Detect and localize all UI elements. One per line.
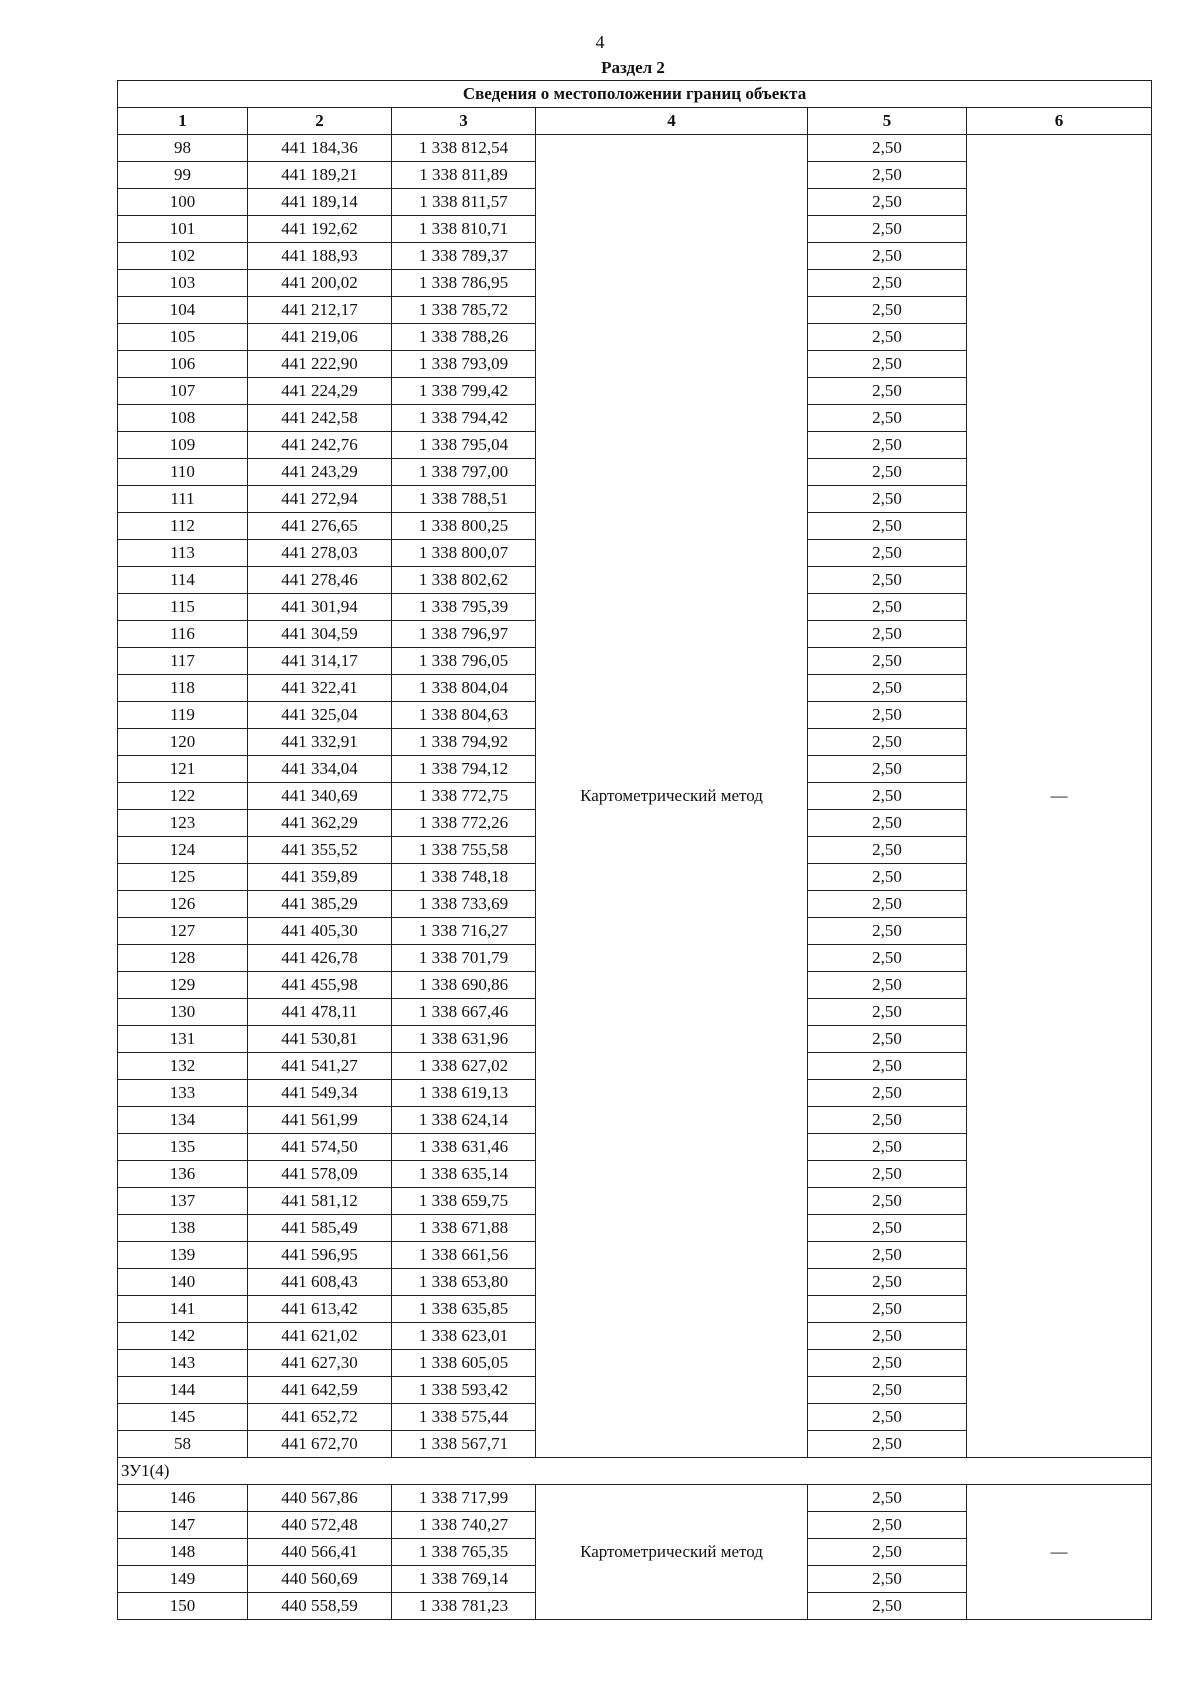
point-number-cell: 120 — [118, 729, 248, 756]
point-number-cell: 129 — [118, 972, 248, 999]
y-coordinate-cell: 1 338 788,51 — [392, 486, 536, 513]
y-coordinate-cell: 1 338 802,62 — [392, 567, 536, 594]
page-number: 4 — [595, 32, 605, 52]
x-coordinate-cell: 440 560,69 — [248, 1566, 392, 1593]
accuracy-cell: 2,50 — [808, 918, 967, 945]
accuracy-cell: 2,50 — [808, 648, 967, 675]
accuracy-cell: 2,50 — [808, 297, 967, 324]
x-coordinate-cell: 441 530,81 — [248, 1026, 392, 1053]
point-number-cell: 58 — [118, 1431, 248, 1458]
accuracy-cell: 2,50 — [808, 675, 967, 702]
accuracy-cell: 2,50 — [808, 729, 967, 756]
y-coordinate-cell: 1 338 812,54 — [392, 135, 536, 162]
y-coordinate-cell: 1 338 804,04 — [392, 675, 536, 702]
x-coordinate-cell: 441 278,46 — [248, 567, 392, 594]
point-number-cell: 142 — [118, 1323, 248, 1350]
point-number-cell: 139 — [118, 1242, 248, 1269]
point-number-cell: 104 — [118, 297, 248, 324]
x-coordinate-cell: 441 242,76 — [248, 432, 392, 459]
y-coordinate-cell: 1 338 716,27 — [392, 918, 536, 945]
accuracy-cell: 2,50 — [808, 864, 967, 891]
accuracy-cell: 2,50 — [808, 621, 967, 648]
point-number-cell: 148 — [118, 1539, 248, 1566]
y-coordinate-cell: 1 338 794,12 — [392, 756, 536, 783]
accuracy-cell: 2,50 — [808, 1080, 967, 1107]
accuracy-cell: 2,50 — [808, 1134, 967, 1161]
accuracy-cell: 2,50 — [808, 1242, 967, 1269]
accuracy-cell: 2,50 — [808, 1593, 967, 1620]
accuracy-cell: 2,50 — [808, 594, 967, 621]
x-coordinate-cell: 440 566,41 — [248, 1539, 392, 1566]
x-coordinate-cell: 441 561,99 — [248, 1107, 392, 1134]
y-coordinate-cell: 1 338 635,85 — [392, 1296, 536, 1323]
point-number-cell: 101 — [118, 216, 248, 243]
accuracy-cell: 2,50 — [808, 1485, 967, 1512]
x-coordinate-cell: 441 672,70 — [248, 1431, 392, 1458]
x-coordinate-cell: 441 322,41 — [248, 675, 392, 702]
y-coordinate-cell: 1 338 661,56 — [392, 1242, 536, 1269]
x-coordinate-cell: 441 608,43 — [248, 1269, 392, 1296]
accuracy-cell: 2,50 — [808, 1188, 967, 1215]
y-coordinate-cell: 1 338 631,96 — [392, 1026, 536, 1053]
point-number-cell: 125 — [118, 864, 248, 891]
point-number-cell: 105 — [118, 324, 248, 351]
accuracy-cell: 2,50 — [808, 216, 967, 243]
note-cell: — — [967, 1485, 1152, 1620]
point-number-cell: 127 — [118, 918, 248, 945]
accuracy-cell: 2,50 — [808, 1161, 967, 1188]
accuracy-cell: 2,50 — [808, 1539, 967, 1566]
x-coordinate-cell: 441 578,09 — [248, 1161, 392, 1188]
column-header: 5 — [808, 108, 967, 135]
x-coordinate-cell: 441 549,34 — [248, 1080, 392, 1107]
y-coordinate-cell: 1 338 795,04 — [392, 432, 536, 459]
table-row — [118, 1485, 1152, 1512]
y-coordinate-cell: 1 338 575,44 — [392, 1404, 536, 1431]
y-coordinate-cell: 1 338 659,75 — [392, 1188, 536, 1215]
y-coordinate-cell: 1 338 781,23 — [392, 1593, 536, 1620]
point-number-cell: 117 — [118, 648, 248, 675]
point-number-cell: 121 — [118, 756, 248, 783]
x-coordinate-cell: 441 426,78 — [248, 945, 392, 972]
accuracy-cell: 2,50 — [808, 540, 967, 567]
accuracy-cell: 2,50 — [808, 1566, 967, 1593]
point-number-cell: 114 — [118, 567, 248, 594]
y-coordinate-cell: 1 338 795,39 — [392, 594, 536, 621]
y-coordinate-cell: 1 338 667,46 — [392, 999, 536, 1026]
accuracy-cell: 2,50 — [808, 972, 967, 999]
section-label: Раздел 2 — [601, 58, 665, 77]
table-title: Сведения о местоположении границ объекта — [118, 81, 1152, 108]
point-number-cell: 119 — [118, 702, 248, 729]
accuracy-cell: 2,50 — [808, 837, 967, 864]
y-coordinate-cell: 1 338 785,72 — [392, 297, 536, 324]
x-coordinate-cell: 441 541,27 — [248, 1053, 392, 1080]
y-coordinate-cell: 1 338 769,14 — [392, 1566, 536, 1593]
x-coordinate-cell: 441 385,29 — [248, 891, 392, 918]
point-number-cell: 136 — [118, 1161, 248, 1188]
accuracy-cell: 2,50 — [808, 1269, 967, 1296]
accuracy-cell: 2,50 — [808, 1026, 967, 1053]
accuracy-cell: 2,50 — [808, 351, 967, 378]
point-number-cell: 122 — [118, 783, 248, 810]
x-coordinate-cell: 441 188,93 — [248, 243, 392, 270]
y-coordinate-cell: 1 338 671,88 — [392, 1215, 536, 1242]
point-number-cell: 102 — [118, 243, 248, 270]
x-coordinate-cell: 441 334,04 — [248, 756, 392, 783]
point-number-cell: 145 — [118, 1404, 248, 1431]
point-number-cell: 140 — [118, 1269, 248, 1296]
x-coordinate-cell: 441 325,04 — [248, 702, 392, 729]
x-coordinate-cell: 440 558,59 — [248, 1593, 392, 1620]
y-coordinate-cell: 1 338 799,42 — [392, 378, 536, 405]
y-coordinate-cell: 1 338 772,75 — [392, 783, 536, 810]
x-coordinate-cell: 441 200,02 — [248, 270, 392, 297]
point-number-cell: 124 — [118, 837, 248, 864]
x-coordinate-cell: 441 642,59 — [248, 1377, 392, 1404]
accuracy-cell: 2,50 — [808, 1404, 967, 1431]
x-coordinate-cell: 441 243,29 — [248, 459, 392, 486]
accuracy-cell: 2,50 — [808, 243, 967, 270]
x-coordinate-cell: 441 192,62 — [248, 216, 392, 243]
x-coordinate-cell: 441 189,14 — [248, 189, 392, 216]
point-number-cell: 108 — [118, 405, 248, 432]
x-coordinate-cell: 441 652,72 — [248, 1404, 392, 1431]
y-coordinate-cell: 1 338 717,99 — [392, 1485, 536, 1512]
accuracy-cell: 2,50 — [808, 1215, 967, 1242]
table-body — [118, 135, 1152, 1620]
point-number-cell: 147 — [118, 1512, 248, 1539]
x-coordinate-cell: 441 581,12 — [248, 1188, 392, 1215]
accuracy-cell: 2,50 — [808, 189, 967, 216]
method-cell: Картометрический метод — [536, 135, 808, 1458]
group-label: ЗУ1(4) — [118, 1458, 1152, 1485]
note-cell: — — [967, 135, 1152, 1458]
y-coordinate-cell: 1 338 788,26 — [392, 324, 536, 351]
x-coordinate-cell: 441 314,17 — [248, 648, 392, 675]
y-coordinate-cell: 1 338 755,58 — [392, 837, 536, 864]
y-coordinate-cell: 1 338 811,89 — [392, 162, 536, 189]
accuracy-cell: 2,50 — [808, 1350, 967, 1377]
point-number-cell: 118 — [118, 675, 248, 702]
accuracy-cell: 2,50 — [808, 135, 967, 162]
x-coordinate-cell: 441 596,95 — [248, 1242, 392, 1269]
x-coordinate-cell: 441 621,02 — [248, 1323, 392, 1350]
y-coordinate-cell: 1 338 772,26 — [392, 810, 536, 837]
accuracy-cell: 2,50 — [808, 999, 967, 1026]
point-number-cell: 111 — [118, 486, 248, 513]
y-coordinate-cell: 1 338 800,25 — [392, 513, 536, 540]
accuracy-cell: 2,50 — [808, 945, 967, 972]
point-number-cell: 106 — [118, 351, 248, 378]
y-coordinate-cell: 1 338 793,09 — [392, 351, 536, 378]
x-coordinate-cell: 441 574,50 — [248, 1134, 392, 1161]
accuracy-cell: 2,50 — [808, 1512, 967, 1539]
point-number-cell: 149 — [118, 1566, 248, 1593]
accuracy-cell: 2,50 — [808, 1323, 967, 1350]
point-number-cell: 144 — [118, 1377, 248, 1404]
point-number-cell: 133 — [118, 1080, 248, 1107]
accuracy-cell: 2,50 — [808, 1053, 967, 1080]
y-coordinate-cell: 1 338 631,46 — [392, 1134, 536, 1161]
point-number-cell: 143 — [118, 1350, 248, 1377]
x-coordinate-cell: 441 585,49 — [248, 1215, 392, 1242]
column-header: 2 — [248, 108, 392, 135]
x-coordinate-cell: 441 455,98 — [248, 972, 392, 999]
accuracy-cell: 2,50 — [808, 432, 967, 459]
accuracy-cell: 2,50 — [808, 783, 967, 810]
y-coordinate-cell: 1 338 810,71 — [392, 216, 536, 243]
y-coordinate-cell: 1 338 794,42 — [392, 405, 536, 432]
y-coordinate-cell: 1 338 690,86 — [392, 972, 536, 999]
accuracy-cell: 2,50 — [808, 1107, 967, 1134]
x-coordinate-cell: 441 219,06 — [248, 324, 392, 351]
y-coordinate-cell: 1 338 635,14 — [392, 1161, 536, 1188]
method-cell: Картометрический метод — [536, 1485, 808, 1620]
x-coordinate-cell: 441 332,91 — [248, 729, 392, 756]
x-coordinate-cell: 441 359,89 — [248, 864, 392, 891]
y-coordinate-cell: 1 338 804,63 — [392, 702, 536, 729]
x-coordinate-cell: 441 189,21 — [248, 162, 392, 189]
accuracy-cell: 2,50 — [808, 891, 967, 918]
y-coordinate-cell: 1 338 567,71 — [392, 1431, 536, 1458]
accuracy-cell: 2,50 — [808, 567, 967, 594]
point-number-cell: 138 — [118, 1215, 248, 1242]
y-coordinate-cell: 1 338 748,18 — [392, 864, 536, 891]
y-coordinate-cell: 1 338 800,07 — [392, 540, 536, 567]
y-coordinate-cell: 1 338 701,79 — [392, 945, 536, 972]
point-number-cell: 98 — [118, 135, 248, 162]
table-row — [118, 135, 1152, 162]
y-coordinate-cell: 1 338 797,00 — [392, 459, 536, 486]
x-coordinate-cell: 441 224,29 — [248, 378, 392, 405]
x-coordinate-cell: 440 572,48 — [248, 1512, 392, 1539]
column-header: 3 — [392, 108, 536, 135]
x-coordinate-cell: 441 340,69 — [248, 783, 392, 810]
accuracy-cell: 2,50 — [808, 702, 967, 729]
y-coordinate-cell: 1 338 789,37 — [392, 243, 536, 270]
accuracy-cell: 2,50 — [808, 270, 967, 297]
accuracy-cell: 2,50 — [808, 459, 967, 486]
x-coordinate-cell: 441 362,29 — [248, 810, 392, 837]
point-number-cell: 112 — [118, 513, 248, 540]
point-number-cell: 134 — [118, 1107, 248, 1134]
y-coordinate-cell: 1 338 624,14 — [392, 1107, 536, 1134]
point-number-cell: 100 — [118, 189, 248, 216]
point-number-cell: 107 — [118, 378, 248, 405]
point-number-cell: 141 — [118, 1296, 248, 1323]
x-coordinate-cell: 441 278,03 — [248, 540, 392, 567]
x-coordinate-cell: 441 355,52 — [248, 837, 392, 864]
point-number-cell: 135 — [118, 1134, 248, 1161]
accuracy-cell: 2,50 — [808, 378, 967, 405]
point-number-cell: 126 — [118, 891, 248, 918]
x-coordinate-cell: 441 276,65 — [248, 513, 392, 540]
y-coordinate-cell: 1 338 794,92 — [392, 729, 536, 756]
x-coordinate-cell: 441 242,58 — [248, 405, 392, 432]
y-coordinate-cell: 1 338 786,95 — [392, 270, 536, 297]
column-header: 4 — [536, 108, 808, 135]
accuracy-cell: 2,50 — [808, 405, 967, 432]
point-number-cell: 146 — [118, 1485, 248, 1512]
x-coordinate-cell: 441 613,42 — [248, 1296, 392, 1323]
accuracy-cell: 2,50 — [808, 756, 967, 783]
point-number-cell: 109 — [118, 432, 248, 459]
point-number-cell: 132 — [118, 1053, 248, 1080]
x-coordinate-cell: 441 272,94 — [248, 486, 392, 513]
point-number-cell: 115 — [118, 594, 248, 621]
point-number-cell: 130 — [118, 999, 248, 1026]
y-coordinate-cell: 1 338 623,01 — [392, 1323, 536, 1350]
y-coordinate-cell: 1 338 740,27 — [392, 1512, 536, 1539]
point-number-cell: 131 — [118, 1026, 248, 1053]
point-number-cell: 150 — [118, 1593, 248, 1620]
boundary-coordinates-table — [117, 80, 1152, 1620]
group-label-row — [118, 1458, 1152, 1485]
accuracy-cell: 2,50 — [808, 1296, 967, 1323]
x-coordinate-cell: 441 478,11 — [248, 999, 392, 1026]
column-header: 1 — [118, 108, 248, 135]
accuracy-cell: 2,50 — [808, 1377, 967, 1404]
accuracy-cell: 2,50 — [808, 162, 967, 189]
point-number-cell: 103 — [118, 270, 248, 297]
y-coordinate-cell: 1 338 733,69 — [392, 891, 536, 918]
column-header-row — [118, 108, 1152, 135]
x-coordinate-cell: 441 304,59 — [248, 621, 392, 648]
point-number-cell: 113 — [118, 540, 248, 567]
x-coordinate-cell: 441 301,94 — [248, 594, 392, 621]
point-number-cell: 137 — [118, 1188, 248, 1215]
x-coordinate-cell: 440 567,86 — [248, 1485, 392, 1512]
accuracy-cell: 2,50 — [808, 513, 967, 540]
y-coordinate-cell: 1 338 653,80 — [392, 1269, 536, 1296]
accuracy-cell: 2,50 — [808, 1431, 967, 1458]
y-coordinate-cell: 1 338 627,02 — [392, 1053, 536, 1080]
x-coordinate-cell: 441 184,36 — [248, 135, 392, 162]
x-coordinate-cell: 441 405,30 — [248, 918, 392, 945]
y-coordinate-cell: 1 338 619,13 — [392, 1080, 536, 1107]
x-coordinate-cell: 441 222,90 — [248, 351, 392, 378]
accuracy-cell: 2,50 — [808, 810, 967, 837]
y-coordinate-cell: 1 338 811,57 — [392, 189, 536, 216]
point-number-cell: 110 — [118, 459, 248, 486]
point-number-cell: 99 — [118, 162, 248, 189]
point-number-cell: 128 — [118, 945, 248, 972]
accuracy-cell: 2,50 — [808, 486, 967, 513]
y-coordinate-cell: 1 338 593,42 — [392, 1377, 536, 1404]
point-number-cell: 123 — [118, 810, 248, 837]
accuracy-cell: 2,50 — [808, 324, 967, 351]
y-coordinate-cell: 1 338 796,97 — [392, 621, 536, 648]
column-header: 6 — [967, 108, 1152, 135]
x-coordinate-cell: 441 627,30 — [248, 1350, 392, 1377]
y-coordinate-cell: 1 338 765,35 — [392, 1539, 536, 1566]
y-coordinate-cell: 1 338 605,05 — [392, 1350, 536, 1377]
x-coordinate-cell: 441 212,17 — [248, 297, 392, 324]
point-number-cell: 116 — [118, 621, 248, 648]
y-coordinate-cell: 1 338 796,05 — [392, 648, 536, 675]
